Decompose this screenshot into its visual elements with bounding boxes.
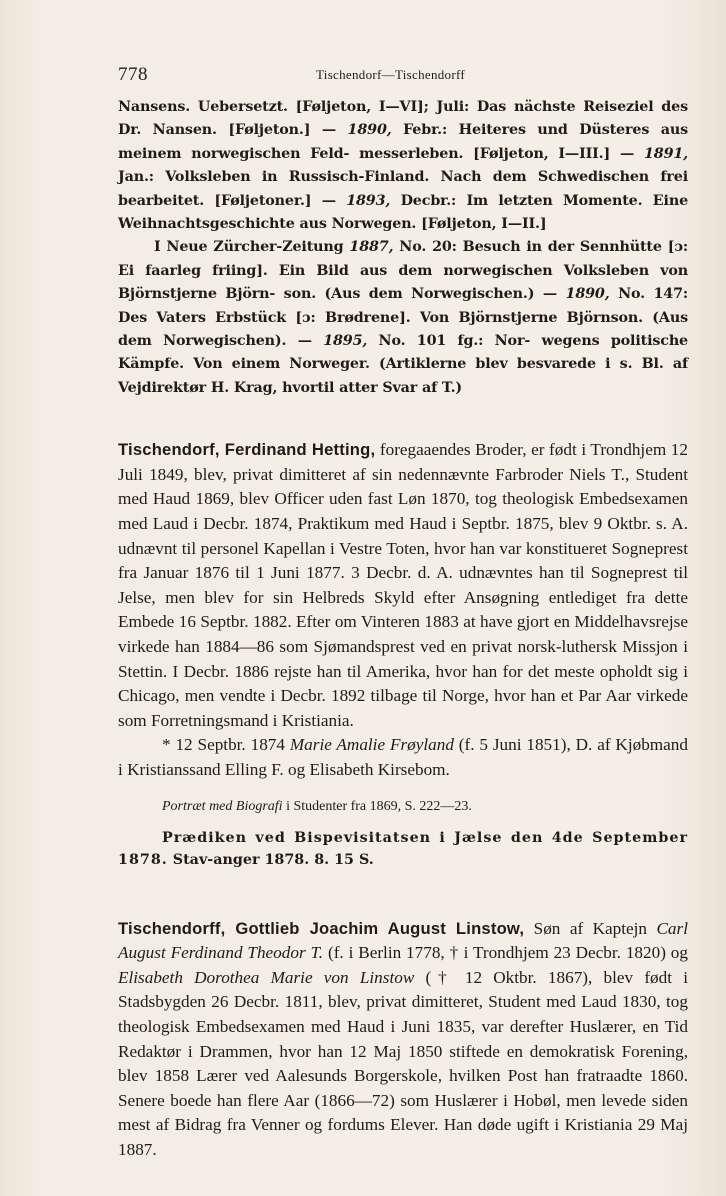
entry-text-ferdinand: foregaaendes Broder, er født i Trondhjem 12 Juli 1849, blev, privat dimitteret af sin nedennævnte Farbroder Niels T., Student med Haud 1869, blev Officer uden fast Løn 1870, tog theologisk Embedsexamen med Laud i Decbr. 1874, Praktikum med Haud i Septbr. 1875, blev 9 Oktbr. s. A. udnævnt til personel Kapellan i Vestre Toten, hvor han var konstitueret Sogneprest fra Januar 1876 til 1 Juni 1877. 3 Decbr. d. A. udnævntes han til Sogneprest til Jelse, men blev for sin Helbreds Skyld efter Ansøgning entlediget fra dette Embede 16 Septbr. 1882. Efter om Vinteren 1883 at have gjort en Middelhavsrejse virkede han 1884—86 som Sjømandsprest ved en privat norsk-luthersk Missjon i Stettin. I Decbr. 1886 rejste han til Amerika, hvor han for det meste opholdt sig i Chicago, men vendte i Decbr. 1892 tilbage til Norge, hvor han et Par Aar virkede som Forretningsmand i Kristiania. bbox=[118, 440, 688, 730]
running-title: Tischendorf—Tischendorff bbox=[316, 67, 465, 82]
spouse-name: Marie Amalie Frøyland bbox=[289, 735, 454, 755]
mother-name: Elisabeth Dorothea Marie von Linstow bbox=[118, 967, 415, 987]
continuation-bibliography: Nansens. Uebersetzt. [Føljeton, I—VI]; Juli: Das nächste Reiseziel des Dr. Nansen. [Føljeton.] — 1890, Febr.: Heiteres und Düsteres aus meinem norwegischen Feld- messerleben. [Føljeton, I—III.] — 1891, Jan.: Volksleben in Russisch-Finland. Nach dem Schwedischen frei bearbeitet. [Føljetoner.] — 1893, Decbr.: Im letzten Momente. Eine Weihnachtsgeschichte aus Norwegen. [Føljeton, I—II.] I Neue Zürcher-Zeitung 1887, No. 20: Besuch in der Sennhütte [ɔ: Ei faarleg friing]. Ein Bild aus dem norwegischen Volksleben von Björnstjerne Björn- son. (Aus dem Norwegischen.) — 1890, No. 147: Des Vaters Erbstück [ɔ: Brødrene]. Von Björnstjerne Björnson. (Aus dem Norwegischen). — 1895, No. 101 fg.: Nor- wegens politische Kämpfe. Von einem Norweger. (Artiklerne blev besvarede i s. Bl. af Vejdirektør H. Krag, hvortil atter Svar af T.) bbox=[118, 99, 689, 396]
father-name: Carl August Ferdinand Theodor T. bbox=[118, 918, 688, 963]
page-body bbox=[118, 96, 688, 1163]
entry-gottlieb-joachim: Tischendorff, Gottlieb Joachim August Linstow, Søn af Kaptejn Carl August Ferdinand Theodor T. (f. i Berlin 1778, † i Trondhjem 23 Decbr. 1820) og Elisabeth Dorothea Marie von Linstow († 12 Oktbr. 1867), blev født i Stadsbygden 26 Decbr. 1811, blev, privat dimitteret, Student med Laud 1830, tog theologisk Embedsexamen med Haud i Juni 1835, var derefter Huslærer, en Tid Redaktør i Drammen, hvor han 12 Maj 1850 stiftede en demokratisk Forening, blev 1858 Lærer ved Aalesunds Borgerskole, hvilken Post han fratraadte 1860. Senere boede han flere Aar (1866—72) som Huslærer i Hobøl, men levede siden mest af Bidrag fra Venner og fordums Elever. Han døde ugift i Kristiania 29 Maj 1887. bbox=[118, 918, 688, 1159]
entry-ferdinand-hetting bbox=[118, 438, 688, 733]
marriage-paragraph: * 12 Septbr. 1874 Marie Amalie Frøyland (f. 5 Juni 1851), D. af Kjøbmand i Kristianssand Elling F. og Elisabeth Kirsebom. bbox=[118, 735, 688, 779]
cont-line-1: Nansens. Uebersetzt. [Føljeton, I—VI]; Juli: Das nächste Reiseziel des Dr. Nansen. bbox=[118, 99, 688, 139]
portrait-reference: Portræt med Biografi i Studenter fra 1869, S. 222—23. bbox=[162, 798, 472, 814]
entry-name-gottlieb: Tischendorff, Gottlieb Joachim August Linstow, bbox=[118, 918, 525, 938]
page-number: 778 bbox=[118, 64, 148, 85]
publication-sermon: Prædiken ved Bispevisitatsen i Jælse den 4de September 1878. Stav-anger 1878. 8. 15 S. bbox=[118, 829, 688, 868]
entry-name-ferdinand: Tischendorf, Ferdinand Hetting, bbox=[118, 440, 376, 460]
page-header bbox=[118, 64, 688, 88]
